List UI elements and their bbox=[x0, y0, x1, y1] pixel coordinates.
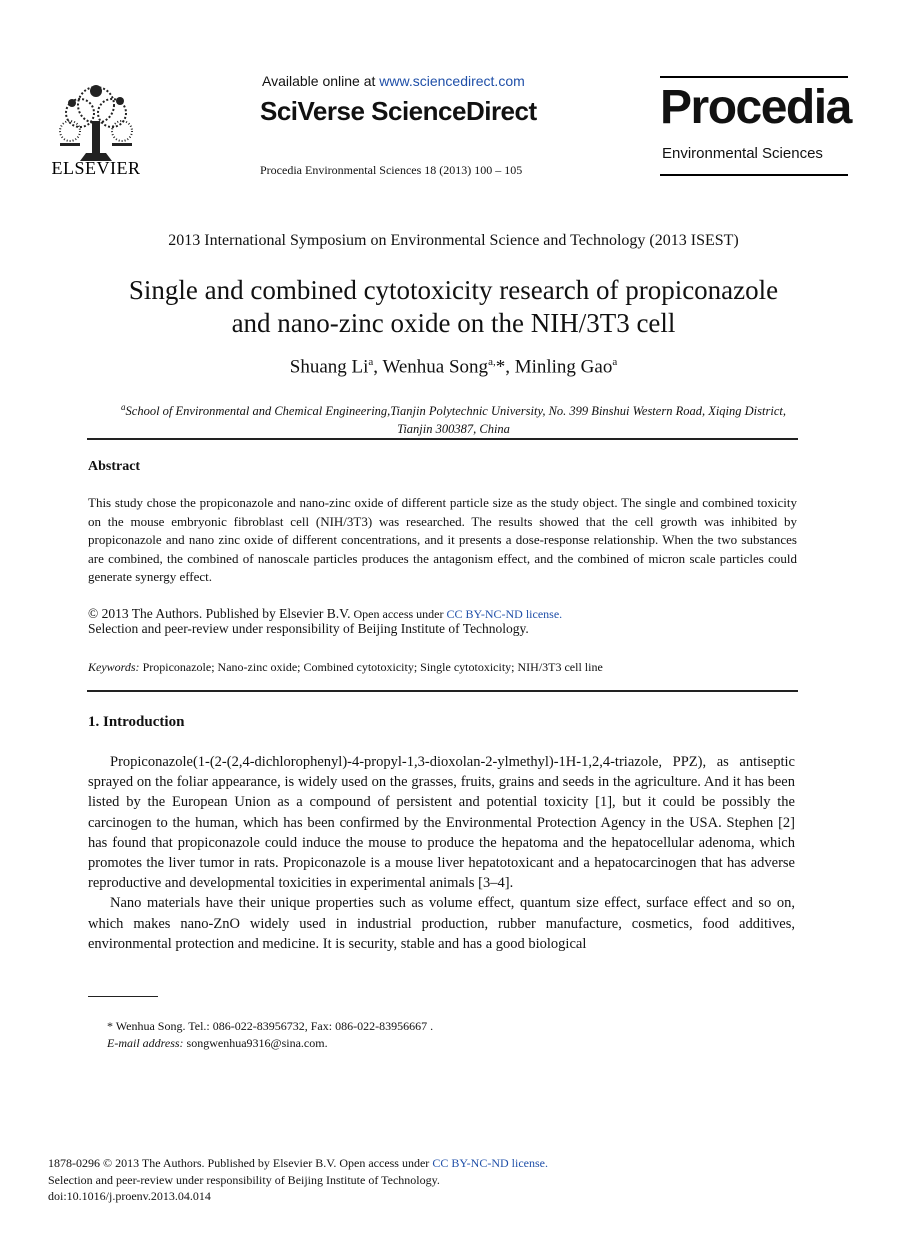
journal-subtitle: Environmental Sciences bbox=[662, 145, 823, 162]
footnote-email bbox=[107, 1036, 328, 1051]
publisher-wordmark: ELSEVIER bbox=[51, 158, 141, 178]
paragraph: Nano materials have their unique properties such as volume effect, quantum size effect, surface effect and so on, which makes nano-ZnO widely used in industrial production, rubber manufacture, cosmetics, food additives, environmental protection and medicine. It is security, stable and has a good biological bbox=[88, 895, 795, 952]
footnote-contact: * Wenhua Song. Tel.: 086-022-83956732, Fax: 086-022-83956667 . bbox=[107, 1019, 434, 1033]
abstract-heading: Abstract bbox=[88, 459, 141, 474]
title-line-2: and nano-zinc oxide on the NIH/3T3 cell bbox=[231, 308, 676, 338]
title-line-1: Single and combined cytotoxicity research of propiconazole bbox=[128, 275, 779, 305]
author-separator: , bbox=[373, 356, 383, 378]
footer-open-access: Open access under bbox=[336, 1156, 433, 1170]
author-separator: , bbox=[505, 356, 515, 378]
page-footer bbox=[48, 1155, 548, 1205]
keywords-text: Propiconazole; Nano-zinc oxide; Combined cytotoxicity; Single cytotoxicity; NIH/3T3 cell line bbox=[139, 660, 603, 674]
affiliation-mark: a bbox=[121, 402, 126, 412]
available-online bbox=[262, 73, 525, 89]
author-affil-mark: a, bbox=[488, 356, 496, 368]
section-heading: 1. Introduction bbox=[88, 714, 185, 730]
divider bbox=[87, 438, 798, 440]
license-link[interactable]: CC BY-NC-ND license. bbox=[446, 607, 563, 621]
brand-rule-top bbox=[660, 76, 848, 78]
divider bbox=[87, 690, 798, 692]
footer-doi: doi:10.1016/j.proenv.2013.04.014 bbox=[48, 1189, 211, 1203]
selection-note: Selection and peer-review under responsibility of Beijing Institute of Technology. bbox=[88, 621, 529, 636]
section-body bbox=[88, 752, 795, 954]
open-access-text: Open access under bbox=[350, 607, 447, 621]
author-affil-mark: a bbox=[368, 356, 374, 368]
footer-license-link[interactable]: CC BY-NC-ND license. bbox=[432, 1156, 548, 1170]
journal-reference: Procedia Environmental Sciences 18 (2013) 100 – 105 bbox=[260, 163, 523, 177]
paper-title bbox=[60, 274, 847, 340]
author-name: Minling Gao bbox=[514, 356, 613, 378]
affiliation bbox=[80, 398, 827, 438]
abstract-text: This study chose the propiconazole and nano-zinc oxide of different particle size as the study object. The single and combined toxicity on the mouse embryonic fibroblast cell (NIH/3T3) was researched. The results showed that the cell growth was inhibited by propiconazole and nano zinc oxide of different concentrations, and it presents a dose-response relationship. When the two substances are combined, the combined of nanoscale particles produces the antagonism effect, and the combined of micron scale particles could generate synergy effect. bbox=[88, 495, 797, 584]
copyright-text: © 2013 The Authors. Published by Elsevier B.V. bbox=[88, 606, 351, 621]
journal-brand: Procedia bbox=[660, 81, 851, 134]
author-list bbox=[0, 356, 907, 378]
author-name: Wenhua Song bbox=[382, 356, 489, 378]
author-affil-mark: a bbox=[612, 356, 618, 368]
keywords bbox=[88, 660, 603, 675]
email-label: E-mail address: bbox=[107, 1036, 184, 1050]
platform-wordmark: SciVerse ScienceDirect bbox=[260, 96, 537, 126]
affiliation-line-2: Tianjin 300387, China bbox=[397, 422, 510, 437]
footer-selection: Selection and peer-review under responsibility of Beijing Institute of Technology. bbox=[48, 1172, 440, 1187]
available-label: Available online at bbox=[262, 73, 380, 89]
email-address: songwenhua9316@sina.com. bbox=[183, 1036, 328, 1050]
brand-rule-bottom bbox=[660, 174, 848, 176]
footnote-rule bbox=[88, 996, 158, 997]
paragraph: Propiconazole(1-(2-(2,4-dichlorophenyl)-4-propyl-1,3-dioxolan-2-ylmethyl)-1H-1,2,4-triazole, PPZ), as antiseptic sprayed on the foliar appearance, is widely used on the grasses, fruits, grains and seeds in the agriculture. And it has been listed by the European Union as a compound of persistent and potential toxicity [1], but it could be possibly the carcinogen to the human, which has been confirmed by the Environmental Protection Agency in the USA. Stephen [2] has found that propiconazole could induce the mouse to produce the hepatoma and the hepatocellular adenoma, which promotes the liver tumor in rats. Propiconazole is a mouse liver hepatotoxicant and a hepatocarcinogen that has adverse reproductive and developmental toxicities in experimental animals [3–4]. bbox=[88, 754, 795, 892]
footer-copyright: 1878-0296 © 2013 The Authors. Published by Elsevier B.V. bbox=[48, 1156, 337, 1170]
author-name: Shuang Li bbox=[289, 356, 369, 378]
sciencedirect-link[interactable]: www.sciencedirect.com bbox=[379, 73, 525, 89]
affiliation-line-1: School of Environmental and Chemical Engineering,Tianjin Polytechnic University, No. 399 Binshui Western Road, Xiqing District, bbox=[125, 404, 786, 419]
keywords-label: Keywords: bbox=[88, 660, 140, 674]
corresponding-mark: * bbox=[495, 356, 506, 378]
conference-name: 2013 International Symposium on Environmental Science and Technology (2013 ISEST) bbox=[168, 232, 739, 249]
